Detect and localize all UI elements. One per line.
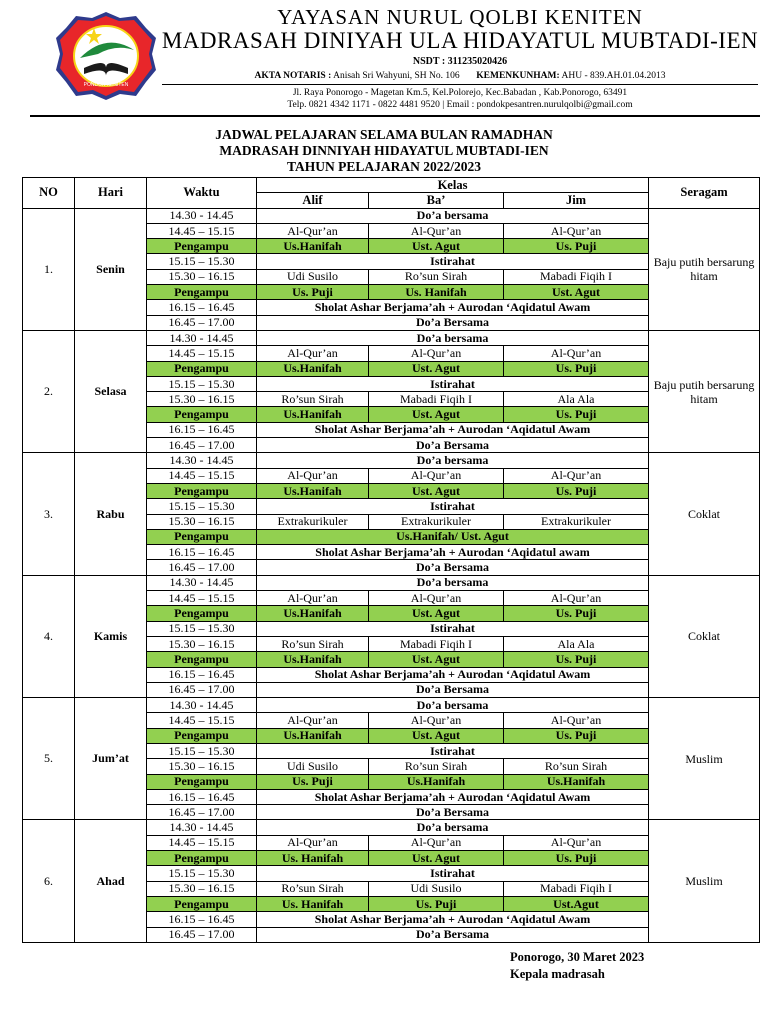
time-slot: 15.15 – 15.30 (147, 743, 257, 758)
col-header-seragam: Seragam (649, 178, 760, 209)
teacher-cell: Ust. Agut (369, 728, 504, 743)
teacher-cell: Us. Hanifah (257, 851, 369, 866)
table-row (23, 330, 760, 345)
subject-cell: Ro’sun Sirah (504, 759, 649, 774)
time-slot: 16.45 – 17.00 (147, 805, 257, 820)
day-name: Rabu (75, 453, 147, 575)
activity-cell: Do’a Bersama (257, 560, 649, 575)
schedule-title: JADWAL PELAJARAN SELAMA BULAN RAMADHAN (215, 127, 553, 142)
subject-cell: Ro’sun Sirah (257, 881, 369, 896)
schedule-body (23, 208, 760, 942)
logo-caption: PONDOK KENITEN (83, 82, 129, 88)
day-name: Ahad (75, 820, 147, 942)
day-number: 4. (23, 575, 75, 697)
time-slot: 16.45 – 17.00 (147, 438, 257, 453)
kemenkumham-value: AHU - 839.AH.01.04.2013 (561, 71, 666, 81)
header-divider (162, 84, 758, 85)
teacher-cell: Us.Hanifah (257, 407, 369, 422)
activity-cell: Do’a bersama (257, 820, 649, 835)
activity-cell: Do’a Bersama (257, 315, 649, 330)
subject-cell: Al-Qur’an (257, 223, 369, 238)
teacher-cell: Us.Hanifah (257, 606, 369, 621)
schedule-year: TAHUN PELAJARAN 2022/2023 (286, 159, 481, 174)
activity-cell: Sholat Ashar Berjama’ah + Aurodan ‘Aqidatul awam (257, 545, 649, 560)
teacher-cell: Us. Puji (504, 483, 649, 498)
time-slot: 14.45 – 15.15 (147, 591, 257, 606)
teacher-cell: Us. Puji (504, 407, 649, 422)
table-row (23, 453, 760, 468)
subject-cell: Al-Qur’an (504, 713, 649, 728)
teacher-cell: Ust. Agut (369, 361, 504, 376)
activity-cell: Do’a bersama (257, 330, 649, 345)
time-slot: 15.15 – 15.30 (147, 499, 257, 514)
activity-cell: Istirahat (257, 866, 649, 881)
uniform-cell: Coklat (649, 453, 760, 575)
activity-cell: Sholat Ashar Berjama’ah + Aurodan ‘Aqidatul Awam (257, 912, 649, 927)
subject-cell: Al-Qur’an (504, 835, 649, 850)
col-header-waktu: Waktu (147, 178, 257, 209)
time-slot: 15.30 – 16.15 (147, 392, 257, 407)
pengampu-label: Pengampu (147, 652, 257, 667)
activity-cell: Sholat Ashar Berjama’ah + Aurodan ‘Aqidatul Awam (257, 300, 649, 315)
pengampu-label: Pengampu (147, 361, 257, 376)
activity-cell: Sholat Ashar Berjama’ah + Aurodan ‘Aqidatul Awam (257, 422, 649, 437)
activity-cell: Istirahat (257, 499, 649, 514)
uniform-cell: Baju putih bersarung hitam (649, 330, 760, 452)
activity-cell: Do’a bersama (257, 208, 649, 223)
time-slot: 14.30 - 14.45 (147, 820, 257, 835)
subject-cell: Mabadi Fiqih I (369, 636, 504, 651)
teacher-cell: Us.Hanifah (504, 774, 649, 789)
pengampu-label: Pengampu (147, 728, 257, 743)
time-slot: 14.45 – 15.15 (147, 223, 257, 238)
madrasah-logo (54, 10, 158, 102)
col-header-jim: Jim (504, 193, 649, 208)
pengampu-label: Pengampu (147, 239, 257, 254)
teacher-cell: Us. Puji (504, 652, 649, 667)
time-slot: 15.15 – 15.30 (147, 254, 257, 269)
kemenkumham-label: KEMENKUNHAM: (476, 71, 560, 81)
subject-cell: Extrakurikuler (257, 514, 369, 529)
subject-cell: Al-Qur’an (369, 591, 504, 606)
subject-cell: Al-Qur’an (257, 713, 369, 728)
activity-cell: Do’a bersama (257, 575, 649, 590)
teacher-cell: Us. Puji (504, 851, 649, 866)
table-row (23, 575, 760, 590)
activity-cell: Do’a Bersama (257, 927, 649, 942)
time-slot: 16.15 – 16.45 (147, 912, 257, 927)
day-number: 2. (23, 330, 75, 452)
teacher-cell: Us. Puji (504, 728, 649, 743)
uniform-cell: Baju putih bersarung hitam (649, 208, 760, 330)
time-slot: 14.30 - 14.45 (147, 330, 257, 345)
activity-cell: Istirahat (257, 376, 649, 391)
schedule-table (22, 177, 760, 943)
subject-cell: Udi Susilo (257, 269, 369, 284)
col-header-kelas: Kelas (257, 178, 649, 193)
time-slot: 16.45 – 17.00 (147, 927, 257, 942)
teacher-cell: Us. Puji (504, 239, 649, 254)
subject-cell: Udi Susilo (369, 881, 504, 896)
day-number: 3. (23, 453, 75, 575)
pengampu-label: Pengampu (147, 896, 257, 911)
teacher-cell: Us. Puji (257, 285, 369, 300)
subject-cell: Al-Qur’an (504, 346, 649, 361)
teacher-cell: Ust. Agut (369, 606, 504, 621)
activity-cell: Istirahat (257, 621, 649, 636)
time-slot: 14.30 - 14.45 (147, 453, 257, 468)
subject-cell: Al-Qur’an (369, 835, 504, 850)
akta-label: AKTA NOTARIS : (254, 71, 332, 81)
pengampu-label: Pengampu (147, 285, 257, 300)
table-row (23, 208, 760, 223)
time-slot: 14.30 - 14.45 (147, 698, 257, 713)
subject-cell: Ro’sun Sirah (369, 269, 504, 284)
time-slot: 14.45 – 15.15 (147, 713, 257, 728)
teacher-cell: Us.Hanifah (257, 483, 369, 498)
subject-cell: Al-Qur’an (257, 468, 369, 483)
table-row (23, 698, 760, 713)
subject-cell: Mabadi Fiqih I (504, 881, 649, 896)
time-slot: 15.30 – 16.15 (147, 636, 257, 651)
table-row (23, 820, 760, 835)
teacher-cell: Ust. Agut (504, 285, 649, 300)
time-slot: 16.15 – 16.45 (147, 545, 257, 560)
subject-cell: Al-Qur’an (504, 468, 649, 483)
schedule-subtitle: MADRASAH DINNIYAH HIDAYATUL MUBTADI-IEN (219, 143, 549, 158)
subject-cell: Mabadi Fiqih I (504, 269, 649, 284)
foundation-name: YAYASAN NURUL QOLBI KENITEN (277, 5, 643, 29)
subject-cell: Al-Qur’an (369, 346, 504, 361)
day-number: 5. (23, 698, 75, 820)
subject-cell: Al-Qur’an (369, 713, 504, 728)
school-name: MADRASAH DINIYAH ULA HIDAYATUL MUBTADI-IEN (161, 28, 759, 53)
time-slot: 15.30 – 16.15 (147, 269, 257, 284)
teacher-cell: Us. Hanifah (369, 285, 504, 300)
time-slot: 15.15 – 15.30 (147, 621, 257, 636)
col-header-no: NO (23, 178, 75, 209)
time-slot: 16.15 – 16.45 (147, 300, 257, 315)
activity-cell: Do’a Bersama (257, 805, 649, 820)
subject-cell: Ro’sun Sirah (257, 392, 369, 407)
subject-cell: Ro’sun Sirah (369, 759, 504, 774)
teacher-cell: Us. Puji (257, 774, 369, 789)
teacher-cell: Us. Hanifah (257, 896, 369, 911)
day-name: Kamis (75, 575, 147, 697)
teacher-cell: Us. Puji (504, 606, 649, 621)
activity-cell: Sholat Ashar Berjama’ah + Aurodan ‘Aqidatul Awam (257, 789, 649, 804)
subject-cell: Al-Qur’an (257, 835, 369, 850)
uniform-cell: Muslim (649, 820, 760, 942)
teacher-cell: Ust. Agut (369, 239, 504, 254)
pengampu-label: Pengampu (147, 851, 257, 866)
teacher-cell: Us.Hanifah (257, 239, 369, 254)
activity-cell: Do’a bersama (257, 698, 649, 713)
col-header-alif: Alif (257, 193, 369, 208)
subject-cell: Extrakurikuler (369, 514, 504, 529)
time-slot: 15.15 – 15.30 (147, 866, 257, 881)
time-slot: 15.30 – 16.15 (147, 759, 257, 774)
time-slot: 14.45 – 15.15 (147, 835, 257, 850)
school-address: Jl. Raya Ponorogo - Magetan Km.5, Kel.Polorejo, Kec.Babadan , Kab.Ponorogo, 63491 (292, 88, 628, 98)
subject-cell: Ala Ala (504, 636, 649, 651)
time-slot: 15.15 – 15.30 (147, 376, 257, 391)
subject-cell: Ala Ala (504, 392, 649, 407)
time-slot: 16.15 – 16.45 (147, 667, 257, 682)
col-header-ba: Ba’ (369, 193, 504, 208)
teacher-cell: Us. Puji (504, 361, 649, 376)
teacher-cell: Ust. Agut (369, 851, 504, 866)
day-name: Selasa (75, 330, 147, 452)
subject-cell: Al-Qur’an (369, 223, 504, 238)
signature-place-date: Ponorogo, 30 Maret 2023 (510, 950, 645, 964)
time-slot: 16.45 – 17.00 (147, 560, 257, 575)
teacher-cell: Us.Hanifah (257, 361, 369, 376)
subject-cell: Al-Qur’an (504, 223, 649, 238)
pengampu-label: Pengampu (147, 606, 257, 621)
uniform-cell: Muslim (649, 698, 760, 820)
time-slot: 16.45 – 17.00 (147, 315, 257, 330)
subject-cell: Ro’sun Sirah (257, 636, 369, 651)
teacher-cell: Us.Hanifah (257, 652, 369, 667)
subject-cell: Al-Qur’an (257, 591, 369, 606)
akta-value: Anisah Sri Wahyuni, SH No. 106 (333, 71, 460, 81)
activity-cell: Sholat Ashar Berjama’ah + Aurodan ‘Aqidatul Awam (257, 667, 649, 682)
teacher-cell: Ust. Agut (369, 483, 504, 498)
activity-cell: Do’a Bersama (257, 438, 649, 453)
subject-cell: Extrakurikuler (504, 514, 649, 529)
activity-cell: Istirahat (257, 254, 649, 269)
subject-cell: Mabadi Fiqih I (369, 392, 504, 407)
teacher-cell: Us.Hanifah (257, 728, 369, 743)
teacher-cell: Us.Hanifah/ Ust. Agut (257, 529, 649, 544)
col-header-hari: Hari (75, 178, 147, 209)
pengampu-label: Pengampu (147, 774, 257, 789)
time-slot: 15.30 – 16.15 (147, 514, 257, 529)
teacher-cell: Us.Hanifah (369, 774, 504, 789)
time-slot: 14.45 – 15.15 (147, 468, 257, 483)
time-slot: 16.15 – 16.45 (147, 789, 257, 804)
subject-cell: Al-Qur’an (369, 468, 504, 483)
teacher-cell: Ust. Agut (369, 407, 504, 422)
registration-line (160, 71, 760, 81)
day-number: 1. (23, 208, 75, 330)
teacher-cell: Ust.Agut (504, 896, 649, 911)
teacher-cell: Us. Puji (369, 896, 504, 911)
time-slot: 15.30 – 16.15 (147, 881, 257, 896)
letterhead-divider (30, 115, 760, 117)
pengampu-label: Pengampu (147, 483, 257, 498)
time-slot: 16.15 – 16.45 (147, 422, 257, 437)
nsdt-number: NSDT : 311235020426 (412, 56, 508, 67)
activity-cell: Do’a Bersama (257, 682, 649, 697)
time-slot: 16.45 – 17.00 (147, 682, 257, 697)
subject-cell: Al-Qur’an (504, 591, 649, 606)
day-name: Jum’at (75, 698, 147, 820)
signature-role: Kepala madrasah (510, 967, 605, 981)
activity-cell: Istirahat (257, 743, 649, 758)
table-header-row (23, 178, 760, 193)
pengampu-label: Pengampu (147, 407, 257, 422)
time-slot: 14.45 – 15.15 (147, 346, 257, 361)
day-number: 6. (23, 820, 75, 942)
activity-cell: Do’a bersama (257, 453, 649, 468)
time-slot: 14.30 - 14.45 (147, 575, 257, 590)
subject-cell: Udi Susilo (257, 759, 369, 774)
teacher-cell: Ust. Agut (369, 652, 504, 667)
pengampu-label: Pengampu (147, 529, 257, 544)
time-slot: 14.30 - 14.45 (147, 208, 257, 223)
school-contact: Telp. 0821 4342 1171 - 0822 4481 9520 | Email : pondokpesantren.nurulqolbi@gmail.com (287, 100, 633, 110)
day-name: Senin (75, 208, 147, 330)
uniform-cell: Coklat (649, 575, 760, 697)
subject-cell: Al-Qur’an (257, 346, 369, 361)
